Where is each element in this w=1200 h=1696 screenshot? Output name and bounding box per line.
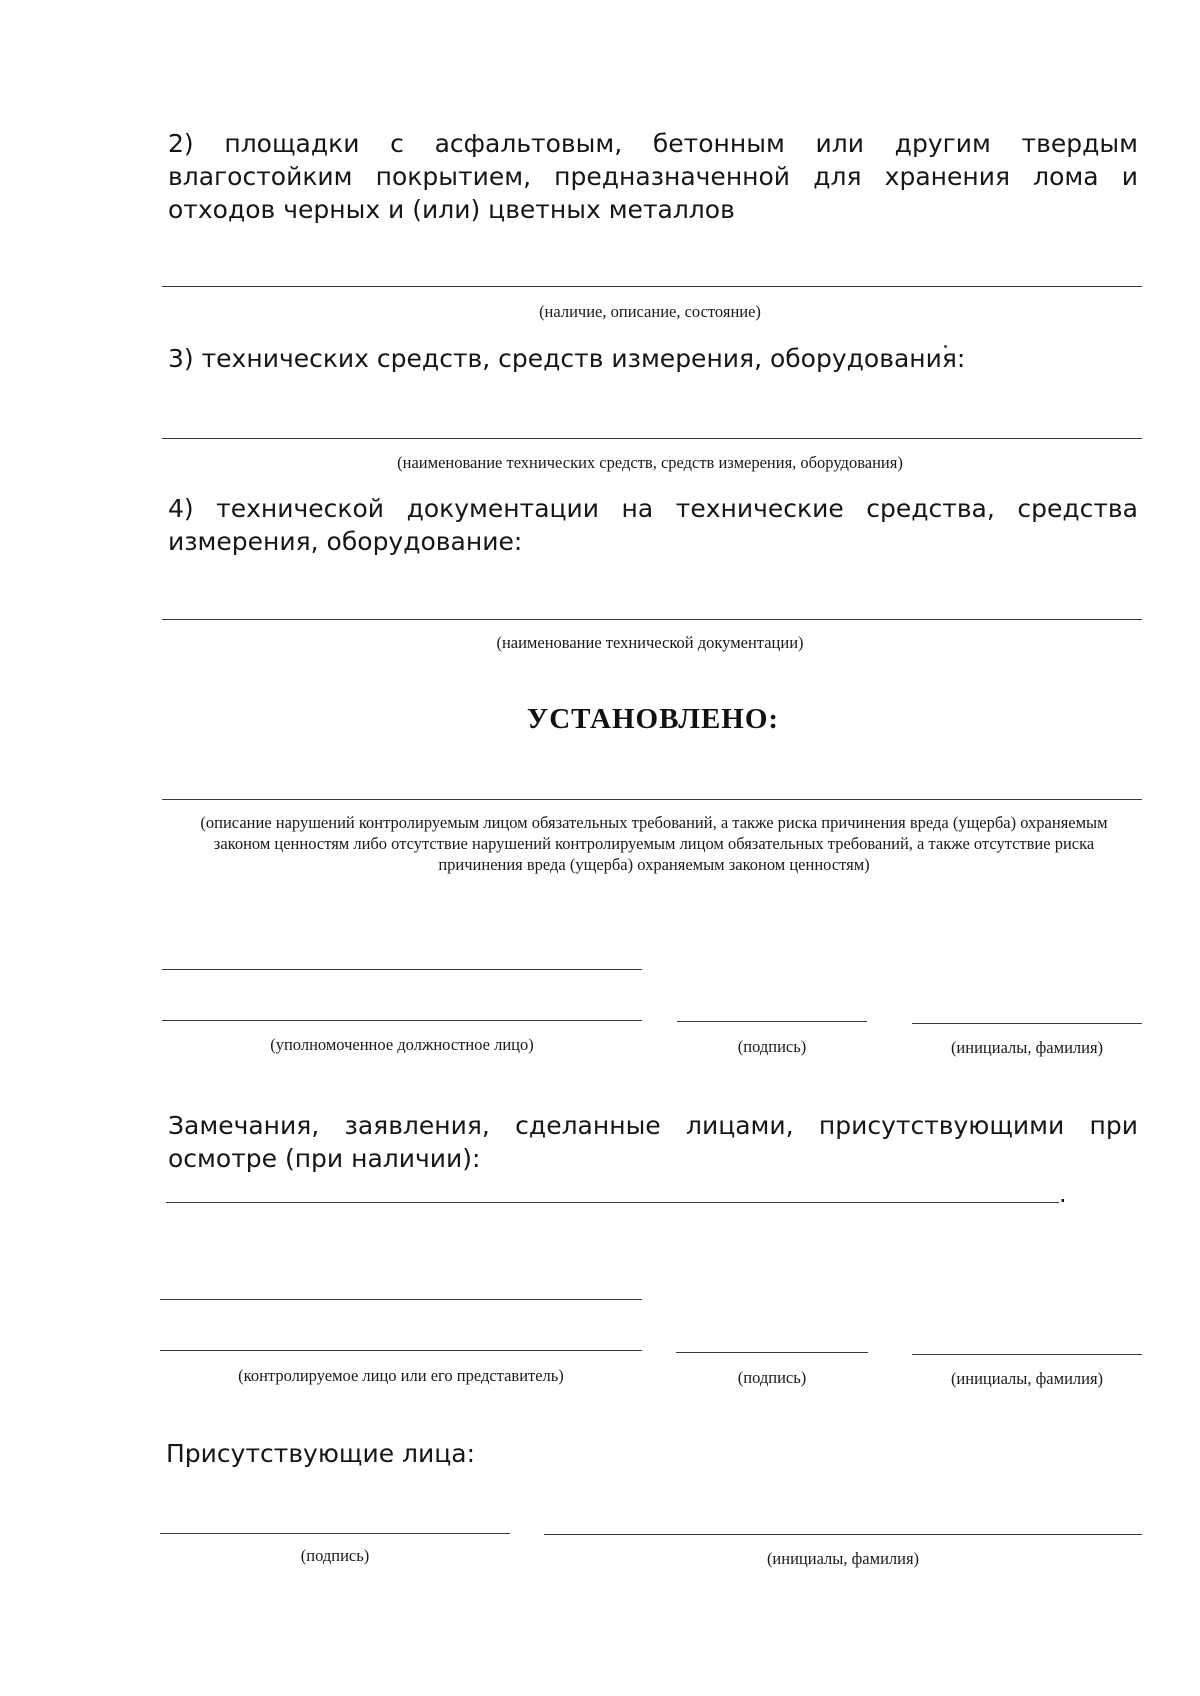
official-signature-caption: (подпись) — [737, 1037, 807, 1056]
controlled-signature-caption: (подпись) — [737, 1368, 807, 1387]
official-name-line — [912, 1023, 1142, 1024]
item-4-text: 4) технической документации на технические средства, средства измерения, оборудование: — [168, 494, 1138, 556]
established-heading: УСТАНОВЛЕНО: — [526, 703, 780, 735]
established-caption: (описание нарушений контролируемым лицом обязательных требований, а также риска причинения вреда (ущерба) охраняемым законом ценностям либо отсутствие нарушений контролируемым лицом обязательных требований, а также отсутствие риска причинения вреда (ущерба) охраняемым законом ценностям) — [200, 813, 1108, 874]
item-3-caption: (наименование технических средств, средств измерения, оборудования) — [397, 453, 903, 472]
present-name-caption: (инициалы, фамилия) — [766, 1549, 920, 1568]
item-4-fill-line — [162, 619, 1142, 620]
present-signature-line — [160, 1533, 510, 1534]
controlled-role-line — [160, 1350, 642, 1351]
remarks-text: Замечания, заявления, сделанные лицами, присутствующими при осмотре (при наличии): — [168, 1111, 1138, 1173]
remarks-fill-line — [166, 1202, 1059, 1203]
official-name-caption: (инициалы, фамилия) — [950, 1038, 1104, 1057]
item-2-text: 2) площадки с асфальтовым, бетонным или другим твердым влагостойким покрытием, предназначенной для хранения лома и отходов черных и (или) цветных металлов — [168, 129, 1138, 224]
present-signature-caption: (подпись) — [300, 1546, 370, 1565]
item-2-caption: (наличие, описание, состояние) — [539, 302, 761, 321]
controlled-signature-line — [676, 1352, 868, 1353]
controlled-role-caption: (контролируемое лицо или его представитель) — [238, 1366, 564, 1385]
item-3-fill-line — [162, 438, 1142, 439]
item-3-text: 3) технических средств, средств измерения, оборудования: — [168, 344, 966, 373]
item-4-caption: (наименование технической документации) — [496, 633, 804, 652]
controlled-extra-line — [160, 1299, 642, 1300]
controlled-name-caption: (инициалы, фамилия) — [950, 1369, 1104, 1388]
controlled-name-line — [912, 1354, 1142, 1355]
official-extra-line — [162, 969, 642, 970]
remarks-end-mark: . — [1059, 1180, 1067, 1208]
established-fill-line — [162, 799, 1142, 800]
present-persons-label: Присутствующие лица: — [166, 1439, 476, 1468]
present-name-line — [544, 1534, 1142, 1535]
item-2-fill-line — [162, 286, 1142, 287]
official-signature-line — [677, 1021, 867, 1022]
official-role-caption: (уполномоченное должностное лицо) — [270, 1035, 534, 1054]
official-role-line — [162, 1020, 642, 1021]
